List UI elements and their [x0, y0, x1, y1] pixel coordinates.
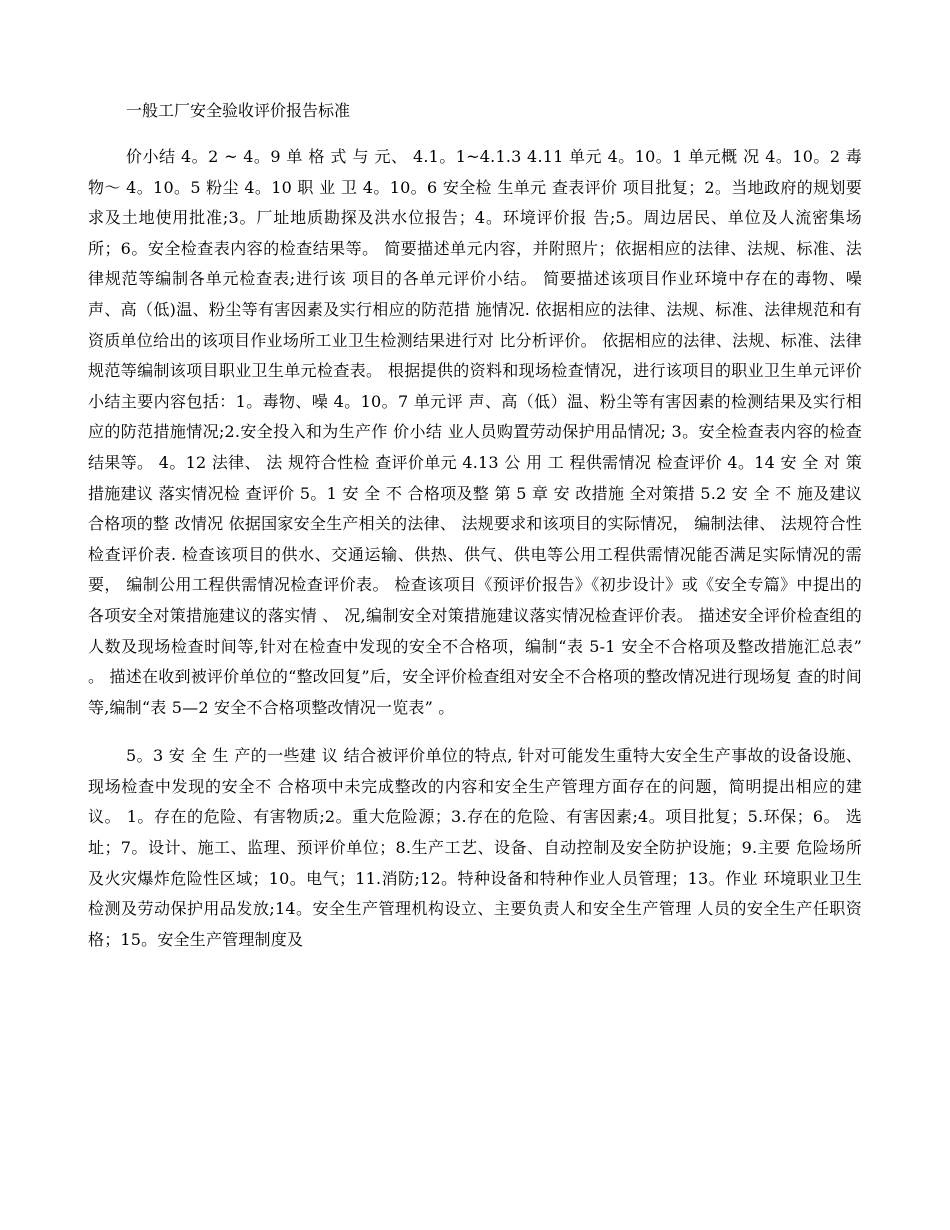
paragraph: 价小结 4。2 ~ 4。9 单 格 式 与 元、 4.1。1~4.1.3 4.11 单元 4。10。1 单元概 况 4。10。2 毒物～ 4。10。5 粉尘 4。10 职 业 卫 4。10。6 安全检 生单元 查表评价 项目批复；2。当地政府的规划要求及土地使用批准;3。厂址地质勘探及洪水位报告；4。环境评价报 告;5。周边居民、单位及人流密集场所；6。安全检查表内容的检查结果等。 简要描述单元内容，并附照片；依据相应的法律、法规、标准、法律规范等编制各单元检查表;进行该 项目的各单元评价小结。 简要描述该项目作业环境中存在的毒物、噪声、高（低)温、粉尘等有害因素及实行相应的防范措 施情况. 依据相应的法律、法规、标准、法律规范和有资质单位给出的该项目作业场所工业卫生检测结果进行对 比分析评价。 依据相应的法律、法规、标准、法律规范等编制该项目职业卫生单元检查表。 根据提供的资料和现场检查情况，进行该项目的职业卫生单元评价小结主要内容包括：1。毒物、噪 4。10。7 单元评 声、高（低）温、粉尘等有害因素的检测结果及实行相应的防范措施情况;2.安全投入和为生产作 价小结 业人员购置劳动保护用品情况; 3。安全检查表内容的检查结果等。 4。12 法律、 法 规符合性检 查评价单元 4.13 公 用 工 程供需情况 检查评价 4。14 安 全 对 策措施建议 落实情况检 查评价 5。1 安 全 不 合格项及整 第 5 章 安 改措施 全对策措 5.2 安 全 不 施及建议 合格项的整 改情况 依据国家安全生产相关的法律、 法规要求和该项目的实际情况， 编制法律、 法规符合性检查评价表. 检查该项目的供水、交通运输、供热、供气、供电等公用工程供需情况能否满足实际情况的需要， 编制公用工程供需情况检查评价表。 检查该项目《预评价报告》《初步设计》或《安全专篇》中提出的各项安全对策措施建议的落实情 、 况,编制安全对策措施建议落实情况检查评价表。 描述安全评价检查组的人数及现场检查时间等,针对在检查中发现的安全不合格项，编制“表 5-1 安全不合格项及整改措施汇总表” 。 描述在收到被评价单位的“整改回复”后，安全评价检查组对安全不合格项的整改情况进行现场复 查的时间等,编制“表 5—2 安全不合格项整改情况一览表” 。 — [88, 147, 862, 717]
document-title: 一般工厂安全验收评价报告标准 — [126, 101, 351, 120]
paragraph: 5。3 安 全 生 产的一些建 议 结合被评价单位的特点, 针对可能发生重特大安全生产事故的设备设施、 现场检查中发现的安全不 合格项中未完成整改的内容和安全生产管理方面存在的问题，简明提出相应的建议。 1。存在的危险、有害物质;2。重大危险源；3.存在的危险、有害因素;4。项目批复；5.环保；6。 选址；7。设计、施工、监理、预评价单位；8.生产工艺、设备、自动控制及安全防护设施；9.主要 危险场所及火灾爆炸危险性区域；10。电气；11.消防;12。特种设备和特种作业人员管理；13。作业 环境职业卫生检测及劳动保护用品发放;14。安全生产管理机构设立、主要负责人和安全生产管理 人员的安全生产任职资格；15。安全生产管理制度及 — [88, 746, 862, 949]
document-page — [88, 96, 862, 955]
